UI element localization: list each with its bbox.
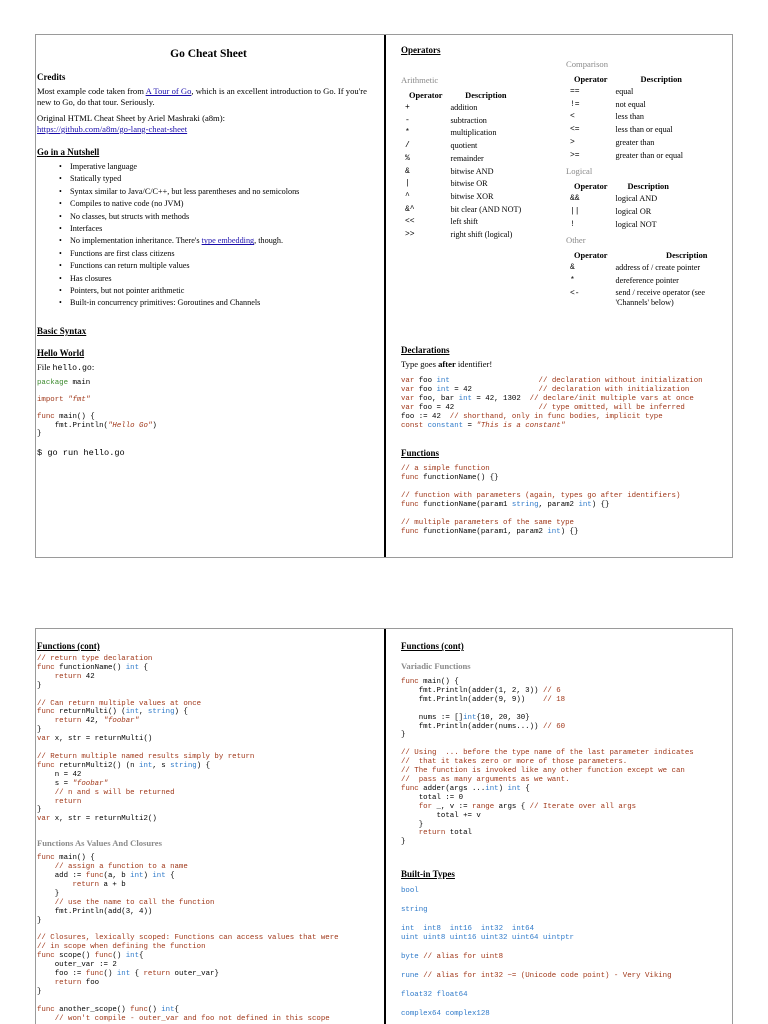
arithmetic-row: [401, 127, 525, 140]
list-item: • Has closures: [59, 273, 380, 285]
operator-description: right shift (logical): [450, 230, 513, 240]
functions-code: // a simple function func functionName() {} // function with parameters (again, types go after identifiers) func functionName(param1 string, param2 int) {} // multiple parameters of the same type func functionName(param1, param2 int) {}: [401, 465, 681, 536]
operator-symbol: <<: [405, 217, 415, 227]
operator-symbol: |: [405, 179, 410, 189]
operator-symbol: >: [570, 137, 575, 147]
operator-symbol: +: [405, 103, 410, 112]
operator-description: logical OR: [615, 206, 652, 216]
operator-symbol: ==: [570, 87, 580, 96]
other-row: [566, 288, 733, 308]
list-item: • Statically typed: [59, 173, 380, 185]
arithmetic-row: [401, 204, 525, 217]
operator-symbol: >>: [405, 230, 415, 240]
list-item: • No classes, but structs with methods: [59, 211, 380, 223]
operator-symbol: &^: [405, 204, 415, 214]
operator-description: addition: [450, 103, 478, 112]
logical-row: [566, 219, 673, 232]
other-row: [566, 262, 733, 275]
nutshell-heading: Go in a Nutshell: [37, 147, 100, 157]
other-title: Other: [566, 235, 586, 246]
list-item: • Pointers, but not pointer arithmetic: [59, 285, 380, 297]
builtin-type-line: float32 float64: [401, 990, 468, 999]
arithmetic-row: [401, 178, 525, 191]
credits-text-1: Most example code taken from A Tour of Go, which is an excellent introduction to Go. If you're new to Go, do that tour. Seriously.: [37, 86, 367, 107]
closures-title: Functions As Values And Closures: [37, 838, 162, 849]
hello-package-code: package main: [37, 378, 91, 387]
type-embedding-link[interactable]: type embedding: [201, 236, 255, 246]
list-item: • Interfaces: [59, 223, 380, 235]
list-item: • Syntax similar to Java/C/C++, but less parentheses and no semicolons: [59, 186, 380, 198]
operator-description: left shift: [450, 217, 479, 227]
operator-symbol: -: [405, 115, 410, 125]
operator-description: equal: [615, 87, 634, 96]
nutshell-list: [59, 161, 380, 310]
operator-symbol: /: [405, 141, 410, 151]
operator-description: not equal: [615, 99, 646, 109]
operator-symbol: *: [570, 276, 575, 286]
operator-description: multiplication: [450, 128, 497, 138]
return-types-code: // return type declaration func functionName() int { return 42 } // Can return multiple values at once func returnMulti() (int, string) { return 42, "foobar" } var x, str = returnMulti() // Return multiple named results simply by return func returnMulti2() (n int, s string) { n = 42 s = "foobar" // n and s will be returned return } var x, str = returnMulti2(): [37, 655, 255, 824]
comparison-row: [566, 150, 687, 163]
page2-left-column: [36, 629, 385, 1024]
closures-code: func main() { // assign a function to a name add := func(a, b int) int { return a + b } // use the name to call the function fmt.Println(add(3, 4)) } // Closures, lexically scoped: Functions can access values that were // in scope when defining the function func scope() func() int{ outer_var := 2 foo := func() int { return outer_var} return foo } func another_scope() func() int{ // won't compile - outer_var and foo not defined in this scope: [37, 854, 339, 1023]
other-table: Operator Description & address of / create pointer * dereference pointer <- send / receive operator (see 'Channels' below): [566, 251, 733, 307]
functions-cont-heading: Functions (cont): [37, 641, 100, 651]
operator-description: bitwise AND: [450, 166, 494, 176]
operator-symbol: <-: [570, 288, 580, 298]
operators-heading: Operators: [401, 45, 441, 55]
operator-symbol: *: [405, 128, 410, 138]
list-item: • Functions are first class citizens: [59, 248, 380, 260]
logical-row: [566, 206, 673, 219]
operator-symbol: &: [570, 263, 575, 273]
arithmetic-row: [401, 153, 525, 166]
builtin-type-line: int int8 int16 int32 int64 uint uint8 uint16 uint32 uint64 uintptr: [401, 925, 574, 942]
page1-left-column: [36, 35, 385, 557]
logical-table: Operator Description && logical AND || logical OR ! logical NOT: [566, 182, 673, 231]
functions-heading: Functions: [401, 448, 440, 459]
operator-symbol: %: [405, 153, 410, 163]
operator-description: send / receive operator (see 'Channels' below): [615, 287, 706, 307]
comparison-row: [566, 111, 687, 124]
arithmetic-title: Arithmetic: [401, 75, 439, 85]
operator-symbol: &: [405, 166, 410, 176]
operator-description: subtraction: [450, 115, 487, 125]
logical-row: [566, 193, 673, 206]
hello-world-heading: Hello World: [37, 347, 85, 358]
comparison-row: [566, 99, 687, 112]
operator-description: greater than or equal: [615, 150, 684, 160]
cheat-sheet-page-2: [35, 628, 733, 1024]
operator-symbol: &&: [570, 194, 580, 204]
operator-description: logical NOT: [615, 219, 657, 229]
operator-symbol: ||: [570, 206, 580, 216]
comparison-table: Operator Description == equal != not equal < less than <= less than or equal > greater than >= greater than or equal: [566, 75, 687, 162]
operator-symbol: <: [570, 112, 575, 122]
tour-of-go-link[interactable]: A Tour of Go: [145, 86, 192, 96]
operator-symbol: <=: [570, 125, 580, 135]
arithmetic-table: Operator Description + addition - subtraction * multiplication / quotient % remainder & bitwise AND | bitwise OR ^ bitwise XOR &^ bit clear (AND NOT) << left shift >> right shift (logical): [401, 91, 525, 242]
declarations-code: var foo int // declaration without initialization var foo int = 42 // declaration with initialization var foo, bar int = 42, 1302 // declare/init multiple vars at once var foo = 42 // type omitted, will be inferred foo := 42 // shorthand, only in func bodies, implicit type const constant = "This is a constant": [401, 377, 703, 430]
operator-description: dereference pointer: [615, 276, 679, 286]
comparison-row: [566, 137, 687, 150]
comparison-title: Comparison: [566, 59, 609, 69]
arithmetic-row: [401, 216, 525, 229]
github-link[interactable]: https://github.com/a8m/go-lang-cheat-sheet: [37, 124, 188, 134]
operator-description: greater than: [615, 137, 655, 147]
comparison-row: [566, 86, 687, 99]
credits-text-2: Original HTML Cheat Sheet by Ariel Mashraki (a8m):: [37, 113, 225, 123]
operator-symbol: >=: [570, 150, 580, 160]
cheat-sheet-page-1: [35, 34, 733, 558]
operator-symbol: !: [570, 219, 575, 229]
operator-description: logical AND: [615, 194, 658, 204]
operator-description: less than: [615, 112, 644, 122]
comparison-row: [566, 124, 687, 137]
builtin-types-list: [401, 887, 728, 1018]
variadic-title: Variadic Functions: [401, 661, 471, 671]
operator-description: bitwise OR: [450, 179, 488, 189]
builtin-type-line: byte // alias for uint8: [401, 952, 504, 961]
basic-syntax-heading: Basic Syntax: [37, 325, 87, 336]
hello-import-code: import "fmt": [37, 395, 91, 404]
operator-description: bit clear (AND NOT): [450, 204, 522, 214]
operator-symbol: !=: [570, 99, 580, 109]
hello-main-code: func main() { fmt.Println("Hello Go") }: [37, 412, 157, 439]
logical-title: Logical: [566, 166, 593, 177]
arithmetic-row: [401, 166, 525, 179]
arithmetic-row: [401, 115, 525, 128]
arithmetic-row: [401, 229, 525, 242]
builtin-types-heading: Built-in Types: [401, 869, 455, 880]
arithmetic-row: [401, 191, 525, 204]
declarations-heading: Declarations: [401, 345, 450, 355]
page-title: Go Cheat Sheet: [170, 48, 247, 60]
operator-symbol: ^: [405, 191, 410, 201]
operator-description: remainder: [450, 153, 484, 163]
builtin-type-line: rune // alias for int32 ~= (Unicode code point) - Very Viking: [401, 971, 672, 980]
list-item: • Functions can return multiple values: [59, 260, 380, 272]
operator-description: address of / create pointer: [615, 263, 701, 273]
file-label: File hello.go:: [37, 361, 95, 373]
operator-description: quotient: [450, 141, 478, 151]
builtin-type-line: string: [401, 906, 428, 915]
run-command: $ go run hello.go: [37, 448, 125, 459]
page1-right-column: [386, 35, 733, 557]
operator-description: less than or equal: [615, 125, 673, 135]
credits-heading: Credits: [37, 72, 66, 82]
builtin-type-line: bool: [401, 887, 419, 896]
variadic-code: func main() { fmt.Println(adder(1, 2, 3)) // 6 fmt.Println(adder(9, 9)) // 18 nums := []int{10, 20, 30} fmt.Println(adder(nums...)) // 60 } // Using ... before the type name of the last parameter indicates // that it takes zero or more of those parameters. // The function is invoked like any other function except we can // pass as many arguments as we want. func adder(args ...int) int { total := 0 for _, v := range args { // Iterate over all args total += v } return total }: [401, 678, 694, 847]
arithmetic-row: [401, 102, 525, 115]
list-item: • Built-in concurrency primitives: Goroutines and Channels: [59, 297, 380, 309]
functions-cont-heading-right: Functions (cont): [401, 641, 464, 651]
builtin-type-line: complex64 complex128: [401, 1009, 490, 1018]
declarations-intro: Type goes after identifier!: [401, 359, 493, 369]
list-item: • Imperative language: [59, 161, 380, 173]
operator-description: bitwise XOR: [450, 191, 494, 201]
page2-right-column: [386, 629, 733, 1024]
operators-block: [401, 59, 728, 345]
list-item: • No implementation inheritance. There's type embedding, though.: [59, 235, 380, 247]
arithmetic-row: [401, 140, 525, 153]
other-row: [566, 275, 733, 288]
list-item: • Compiles to native code (no JVM): [59, 198, 380, 210]
